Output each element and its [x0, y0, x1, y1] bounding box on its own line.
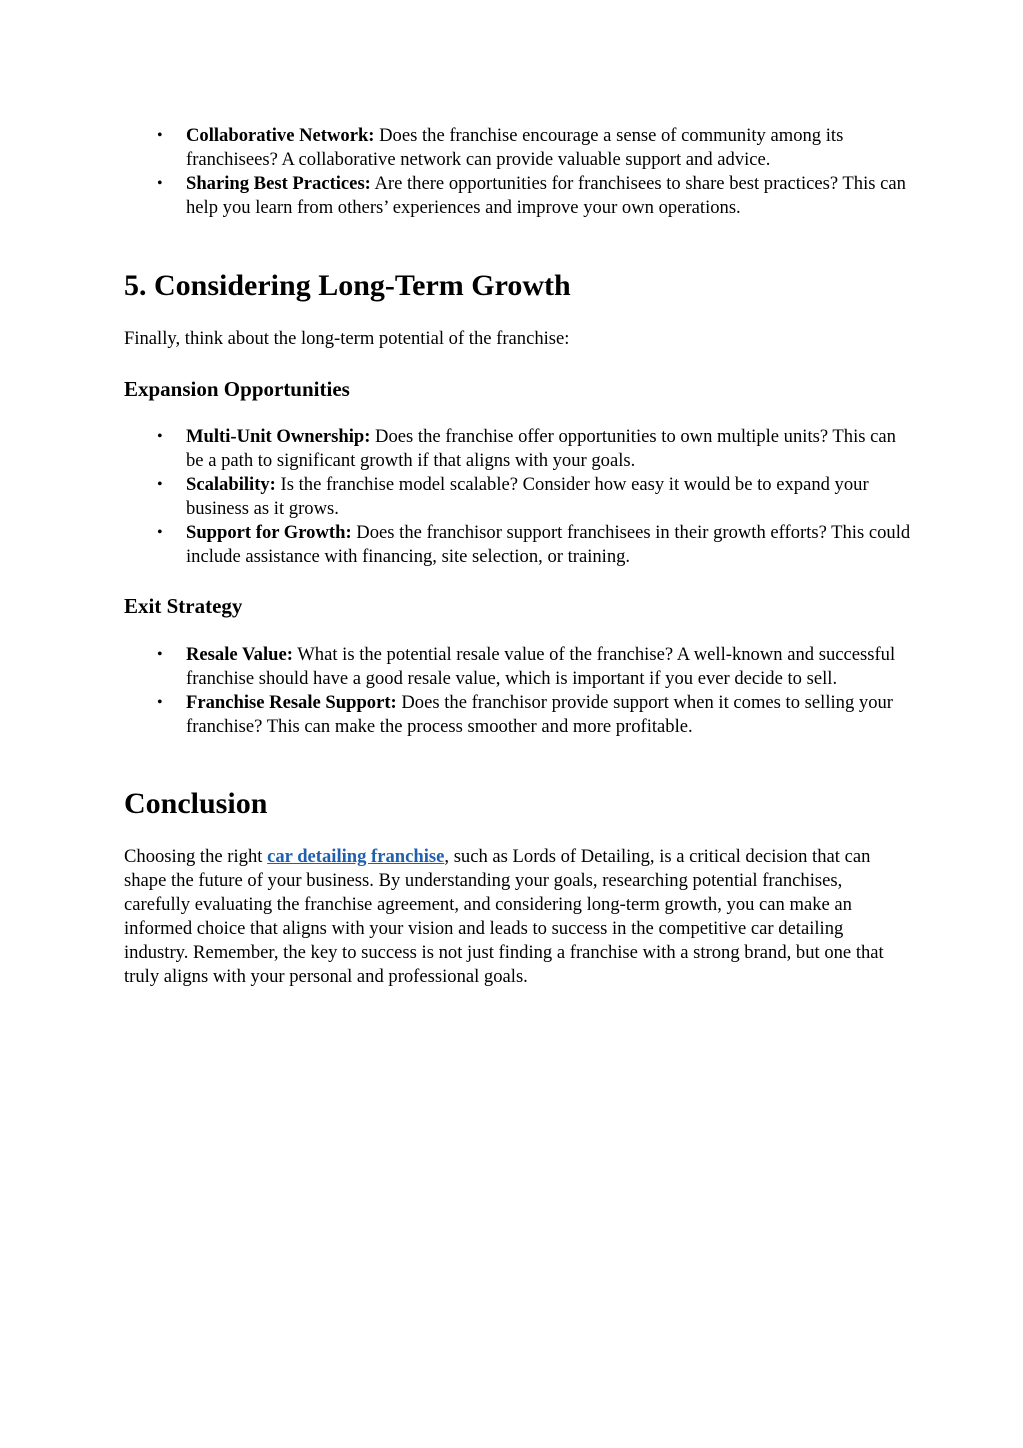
list-item-text: Does the franchisor provide support when it comes to selling your franchise? This can make the process smoother and more profitable.	[186, 692, 893, 737]
list-item-term: Multi-Unit Ownership:	[186, 426, 371, 447]
bullet-list-network	[124, 124, 914, 220]
list-item-text: Does the franchisor support franchisees in their growth efforts? This could include assistance with financing, site selection, or training.	[186, 522, 911, 567]
bullet-icon: •	[157, 694, 163, 711]
list-item-text: Are there opportunities for franchisees to share best practices? This can help you learn from others’ experiences and improve your own operations.	[186, 173, 906, 218]
list-item-term: Franchise Resale Support:	[186, 692, 397, 713]
subheading-expansion-opportunities: Expansion Opportunities	[124, 377, 350, 401]
list-item-collaborative-network	[124, 124, 914, 172]
section-heading-conclusion: Conclusion	[124, 787, 268, 820]
list-item-term: Collaborative Network:	[186, 125, 375, 146]
list-item-scalability	[124, 473, 914, 521]
list-item-support-for-growth	[124, 521, 914, 569]
bullet-icon: •	[157, 175, 163, 192]
list-item-resale-value	[124, 643, 914, 691]
conclusion-text-after-link: , such as Lords of Detailing, is a critical decision that can shape the future of your business. By understanding your goals, researching potential franchises, carefully evaluating the franchise agreement, and considering long-term growth, you can make an informed choice that aligns with your vision and leads to success in the competitive car detailing industry. Remember, the key to success is not just finding a franchise with a strong brand, but one that truly aligns with your personal and professional goals.	[124, 846, 884, 987]
list-item-text: Is the franchise model scalable? Consider how easy it would be to expand your business as it grows.	[186, 474, 869, 519]
bullet-icon: •	[157, 646, 163, 663]
list-item-franchise-resale-support	[124, 691, 914, 739]
section-intro: Finally, think about the long-term potential of the franchise:	[124, 328, 570, 349]
section-heading-long-term-growth: 5. Considering Long-Term Growth	[124, 269, 571, 302]
car-detailing-franchise-link[interactable]: car detailing franchise	[267, 846, 445, 867]
bullet-icon: •	[157, 127, 163, 144]
bullet-icon: •	[157, 476, 163, 493]
list-item-term: Resale Value:	[186, 644, 293, 665]
list-item-text: Does the franchise offer opportunities to own multiple units? This can be a path to significant growth if that aligns with your goals.	[186, 426, 896, 471]
bullet-icon: •	[157, 524, 163, 541]
list-item-multi-unit-ownership	[124, 425, 914, 473]
bullet-list-exit	[124, 643, 914, 739]
list-item-text: What is the potential resale value of the franchise? A well-known and successful franchise should have a good resale value, which is important if you ever decide to sell.	[186, 644, 896, 689]
conclusion-paragraph	[124, 845, 904, 989]
bullet-list-expansion	[124, 425, 914, 569]
list-item-term: Support for Growth:	[186, 522, 352, 543]
list-item-term: Scalability:	[186, 474, 276, 495]
bullet-icon: •	[157, 428, 163, 445]
list-item-term: Sharing Best Practices:	[186, 173, 371, 194]
subheading-exit-strategy: Exit Strategy	[124, 594, 243, 618]
conclusion-text-before-link: Choosing the right	[124, 846, 268, 867]
list-item-text: Does the franchise encourage a sense of community among its franchisees? A collaborative network can provide valuable support and advice.	[186, 125, 844, 170]
list-item-sharing-best-practices	[124, 172, 914, 220]
